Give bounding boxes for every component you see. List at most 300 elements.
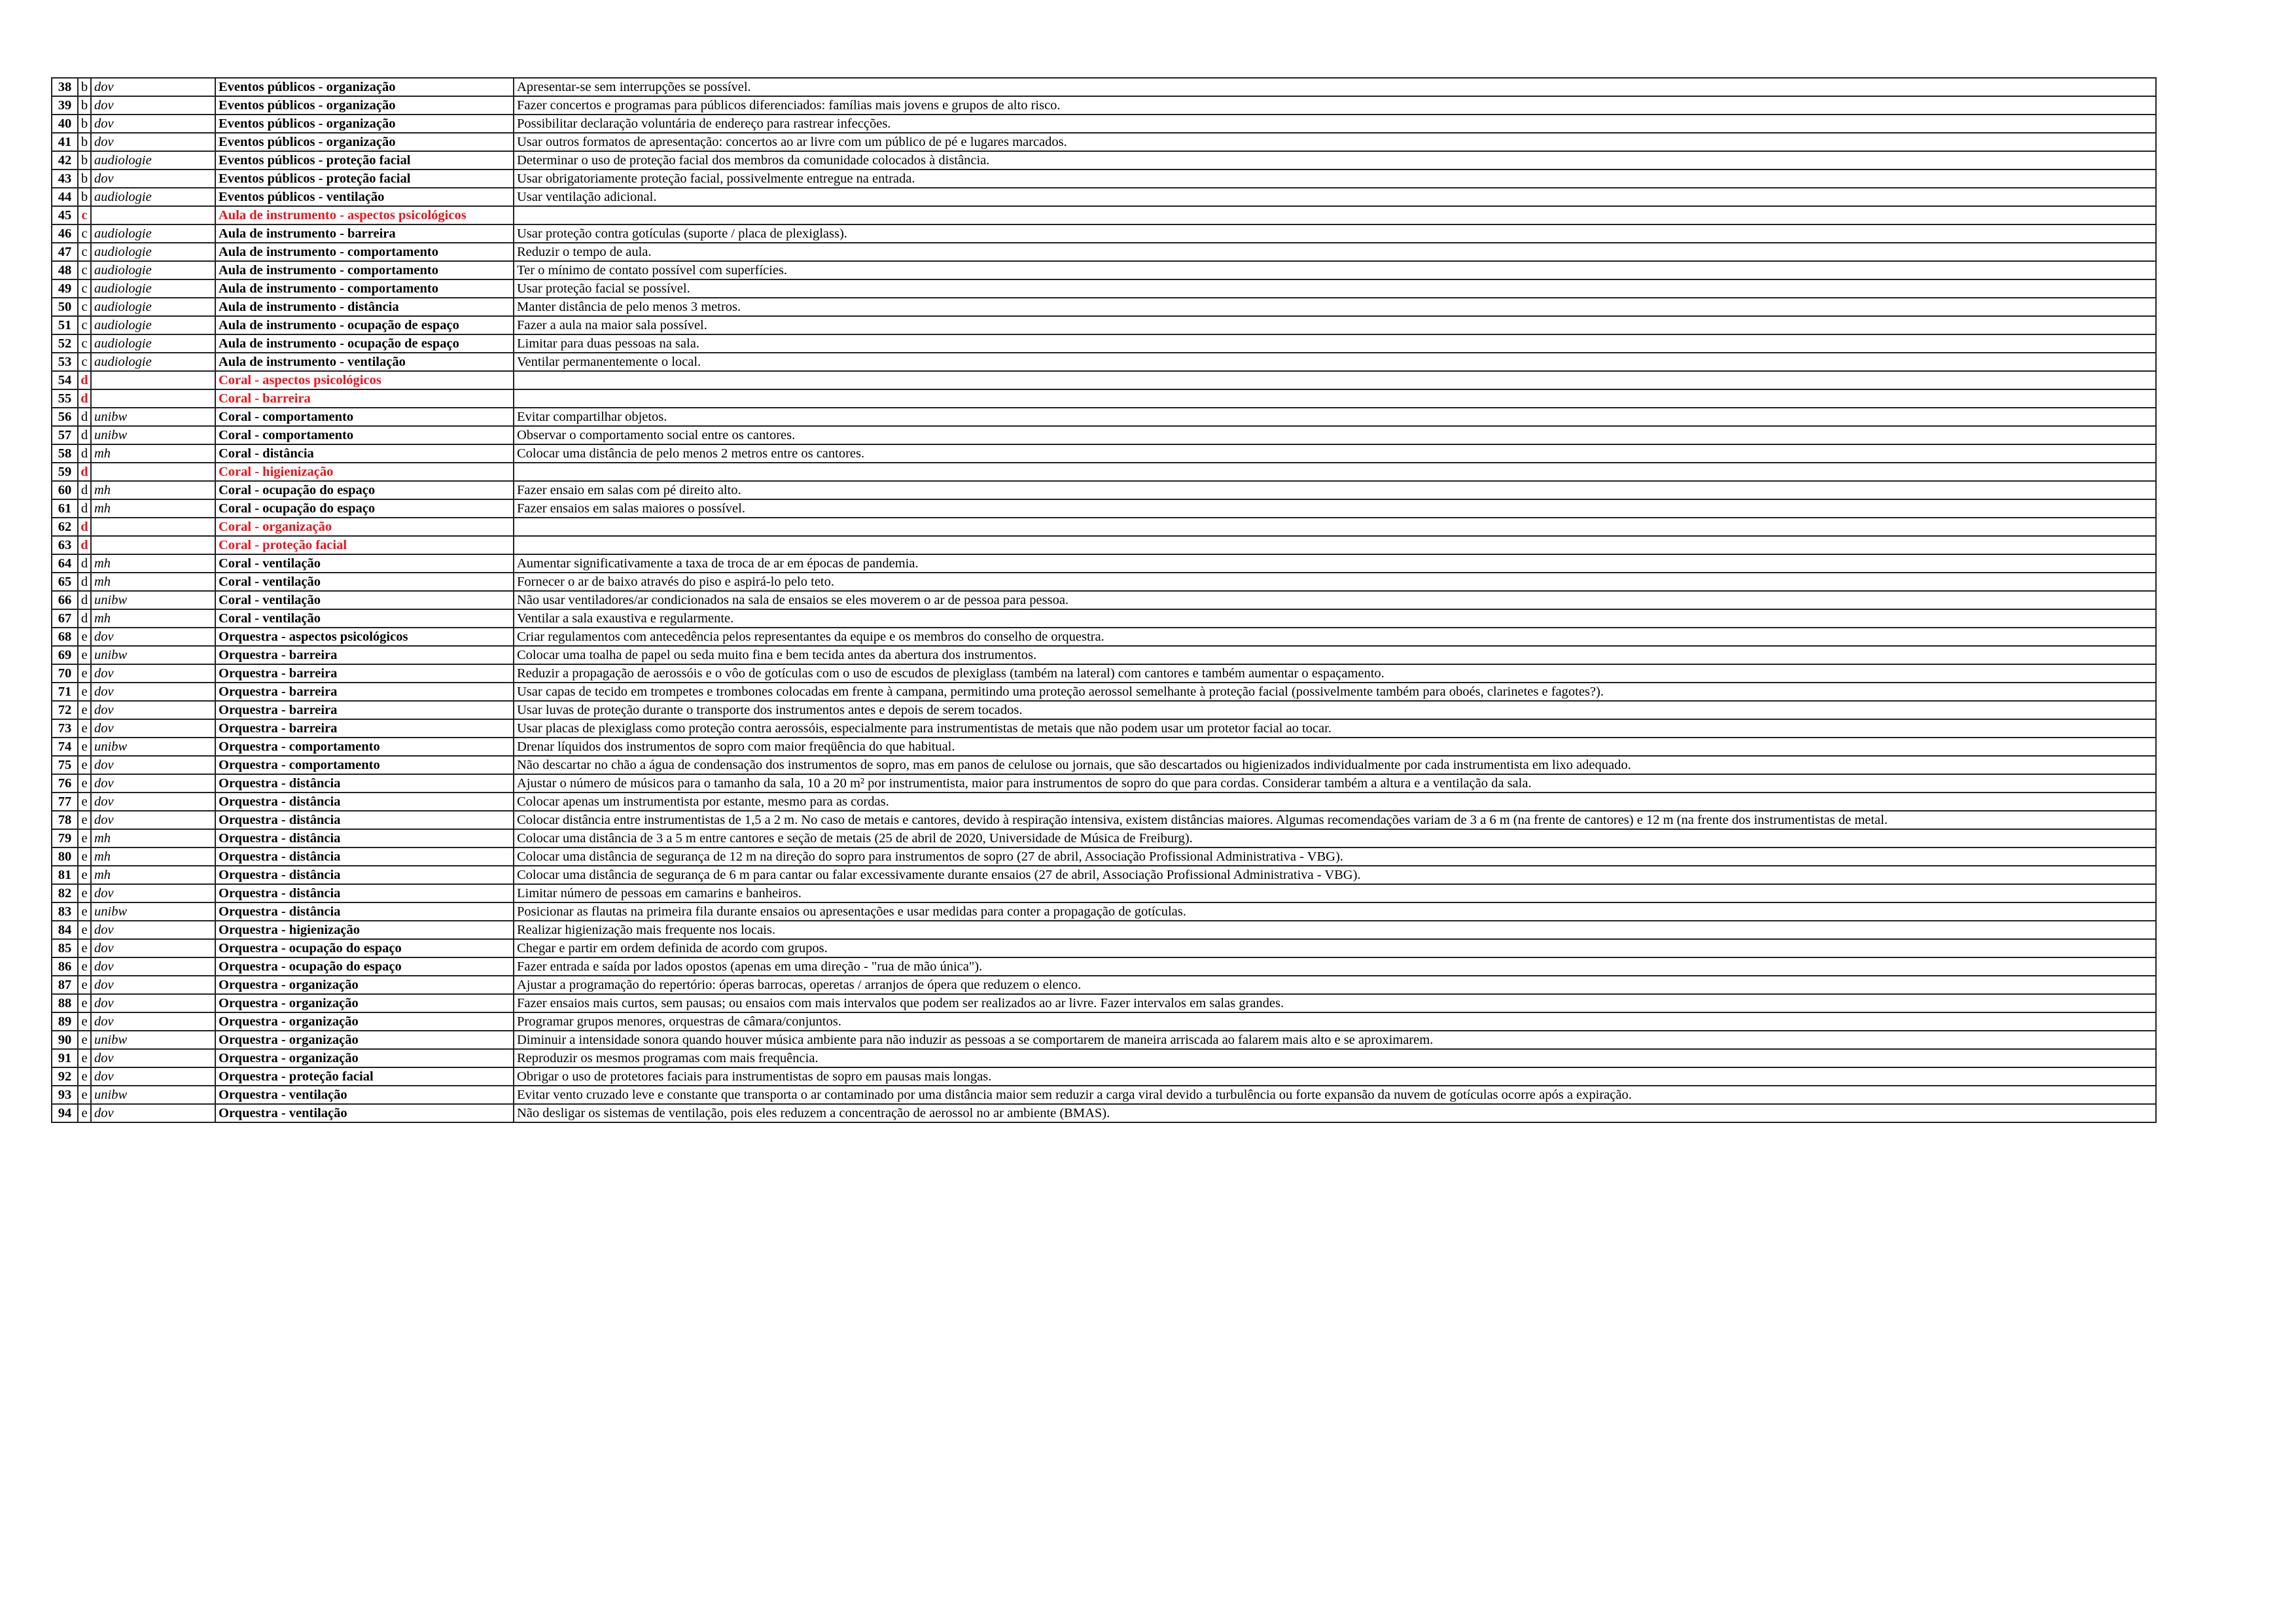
table-row (52, 884, 2156, 902)
group-letter: e (78, 1049, 91, 1067)
row-number: 59 (52, 463, 78, 481)
group-letter: d (78, 426, 91, 444)
row-number: 41 (52, 133, 78, 151)
row-number: 71 (52, 683, 78, 701)
topic-cell: Orquestra - ventilação (215, 1104, 514, 1122)
recommendation-cell: Usar luvas de proteção durante o transporte dos instrumentos antes e depois de serem tocados. (514, 701, 2156, 719)
topic-cell: Coral - ventilação (215, 609, 514, 628)
recommendation-cell: Reduzir o tempo de aula. (514, 243, 2156, 261)
recommendation-cell: Ajustar o número de músicos para o tamanho da sala, 10 a 20 m² por instrumentista, maior para instrumentos de sopro do que para cordas. Considerar também a altura e a ventilação da sala. (514, 774, 2156, 793)
table-row (52, 151, 2156, 169)
source-cell: dov (91, 664, 215, 683)
group-letter: e (78, 793, 91, 811)
recommendation-cell: Usar outros formatos de apresentação: concertos ao ar livre com um público de pé e lugares marcados. (514, 133, 2156, 151)
source-cell: dov (91, 133, 215, 151)
group-letter: d (78, 499, 91, 518)
group-letter: c (78, 243, 91, 261)
recommendation-cell: Observar o comportamento social entre os cantores. (514, 426, 2156, 444)
source-cell: unibw (91, 408, 215, 426)
table-row (52, 811, 2156, 829)
row-number: 64 (52, 554, 78, 573)
group-letter: e (78, 902, 91, 921)
row-number: 49 (52, 279, 78, 298)
row-number: 80 (52, 847, 78, 866)
recommendation-cell: Diminuir a intensidade sonora quando houver música ambiente para não induzir as pessoas a se comportarem de maneira arriscada ao falarem mais alto e se aproximarem. (514, 1031, 2156, 1049)
source-cell (91, 371, 215, 389)
table-row (52, 902, 2156, 921)
topic-cell: Aula de instrumento - aspectos psicológicos (215, 206, 514, 224)
source-cell: audiologie (91, 261, 215, 279)
source-cell: dov (91, 976, 215, 994)
group-letter: e (78, 1012, 91, 1031)
topic-cell: Orquestra - organização (215, 1012, 514, 1031)
row-number: 61 (52, 499, 78, 518)
source-cell: dov (91, 1012, 215, 1031)
recommendation-cell: Fornecer o ar de baixo através do piso e aspirá-lo pelo teto. (514, 573, 2156, 591)
table-row (52, 518, 2156, 536)
topic-cell: Eventos públicos - organização (215, 78, 514, 96)
table-row (52, 719, 2156, 738)
recommendation-cell: Drenar líquidos dos instrumentos de sopro com maior freqüência do que habitual. (514, 738, 2156, 756)
recommendation-cell: Ventilar permanentemente o local. (514, 353, 2156, 371)
row-number: 48 (52, 261, 78, 279)
source-cell: mh (91, 554, 215, 573)
recommendation-cell: Realizar higienização mais frequente nos locais. (514, 921, 2156, 939)
group-letter: c (78, 334, 91, 353)
table-row (52, 243, 2156, 261)
topic-cell: Orquestra - barreira (215, 646, 514, 664)
row-number: 86 (52, 957, 78, 976)
group-letter: d (78, 554, 91, 573)
recommendation-cell: Usar capas de tecido em trompetes e trombones colocadas em frente à campana, permitindo uma proteção aerossol semelhante à proteção facial (possivelmente também para oboés, clarinetes e fagotes?). (514, 683, 2156, 701)
table-row (52, 756, 2156, 774)
table-row (52, 188, 2156, 206)
row-number: 78 (52, 811, 78, 829)
topic-cell: Coral - distância (215, 444, 514, 463)
topic-cell: Coral - barreira (215, 389, 514, 408)
group-letter: d (78, 408, 91, 426)
table-row (52, 1086, 2156, 1104)
row-number: 74 (52, 738, 78, 756)
row-number: 44 (52, 188, 78, 206)
group-letter: d (78, 609, 91, 628)
row-number: 46 (52, 224, 78, 243)
group-letter: c (78, 206, 91, 224)
row-number: 82 (52, 884, 78, 902)
recommendation-cell: Reproduzir os mesmos programas com mais frequência. (514, 1049, 2156, 1067)
recommendation-cell: Fazer ensaios em salas maiores o possível. (514, 499, 2156, 518)
group-letter: d (78, 389, 91, 408)
row-number: 62 (52, 518, 78, 536)
source-cell: dov (91, 921, 215, 939)
topic-cell: Orquestra - barreira (215, 701, 514, 719)
topic-cell: Coral - ventilação (215, 591, 514, 609)
topic-cell: Orquestra - distância (215, 866, 514, 884)
row-number: 79 (52, 829, 78, 847)
group-letter: e (78, 646, 91, 664)
recommendation-cell (514, 518, 2156, 536)
table-row (52, 976, 2156, 994)
source-cell: dov (91, 957, 215, 976)
table-row (52, 371, 2156, 389)
source-cell: dov (91, 628, 215, 646)
table-body (52, 78, 2156, 1122)
source-cell: mh (91, 829, 215, 847)
group-letter: b (78, 169, 91, 188)
table-row (52, 389, 2156, 408)
group-letter: e (78, 976, 91, 994)
table-row (52, 298, 2156, 316)
group-letter: e (78, 939, 91, 957)
topic-cell: Eventos públicos - organização (215, 115, 514, 133)
row-number: 47 (52, 243, 78, 261)
table-row (52, 316, 2156, 334)
source-cell (91, 463, 215, 481)
row-number: 63 (52, 536, 78, 554)
table-row (52, 96, 2156, 115)
table-row (52, 994, 2156, 1012)
source-cell (91, 206, 215, 224)
group-letter: e (78, 1104, 91, 1122)
table-row (52, 1104, 2156, 1122)
recommendation-cell: Fazer a aula na maior sala possível. (514, 316, 2156, 334)
table-row (52, 591, 2156, 609)
topic-cell: Orquestra - higienização (215, 921, 514, 939)
recommendation-cell: Fazer concertos e programas para públicos diferenciados: famílias mais jovens e grupos de alto risco. (514, 96, 2156, 115)
table-row (52, 829, 2156, 847)
table-row (52, 481, 2156, 499)
recommendation-cell: Colocar apenas um instrumentista por estante, mesmo para as cordas. (514, 793, 2156, 811)
recommendation-cell: Usar ventilação adicional. (514, 188, 2156, 206)
group-letter: d (78, 444, 91, 463)
topic-cell: Coral - ventilação (215, 554, 514, 573)
row-number: 83 (52, 902, 78, 921)
source-cell: audiologie (91, 316, 215, 334)
topic-cell: Orquestra - distância (215, 811, 514, 829)
topic-cell: Orquestra - aspectos psicológicos (215, 628, 514, 646)
recommendation-cell: Colocar distância entre instrumentistas de 1,5 a 2 m. No caso de metais e cantores, devido à respiração intensiva, existem distâncias maiores. Algumas recomendações variam de 3 a 6 m (na frente de cantores) e 12 m (na frente dos instrumentistas de metal. (514, 811, 2156, 829)
topic-cell: Orquestra - comportamento (215, 756, 514, 774)
topic-cell: Orquestra - barreira (215, 683, 514, 701)
row-number: 77 (52, 793, 78, 811)
table-row (52, 847, 2156, 866)
row-number: 67 (52, 609, 78, 628)
source-cell: unibw (91, 902, 215, 921)
group-letter: e (78, 921, 91, 939)
source-cell: audiologie (91, 353, 215, 371)
table-row (52, 573, 2156, 591)
recommendation-cell (514, 206, 2156, 224)
table-row (52, 701, 2156, 719)
recommendation-cell: Ajustar a programação do repertório: óperas barrocas, operetas / arranjos de ópera que reduzem o elenco. (514, 976, 2156, 994)
group-letter: e (78, 664, 91, 683)
recommendation-cell: Fazer entrada e saída por lados opostos (apenas em uma direção - "rua de mão única"). (514, 957, 2156, 976)
source-cell: unibw (91, 738, 215, 756)
topic-cell: Coral - comportamento (215, 408, 514, 426)
row-number: 75 (52, 756, 78, 774)
topic-cell: Coral - ocupação do espaço (215, 499, 514, 518)
recommendation-cell: Aumentar significativamente a taxa de troca de ar em épocas de pandemia. (514, 554, 2156, 573)
topic-cell: Aula de instrumento - ocupação de espaço (215, 316, 514, 334)
source-cell: audiologie (91, 334, 215, 353)
topic-cell: Eventos públicos - ventilação (215, 188, 514, 206)
recommendation-cell: Limitar número de pessoas em camarins e banheiros. (514, 884, 2156, 902)
source-cell: dov (91, 683, 215, 701)
row-number: 60 (52, 481, 78, 499)
source-cell: mh (91, 444, 215, 463)
recommendation-cell: Não desligar os sistemas de ventilação, pois eles reduzem a concentração de aerossol no ar ambiente (BMAS). (514, 1104, 2156, 1122)
row-number: 73 (52, 719, 78, 738)
group-letter: d (78, 518, 91, 536)
table-row (52, 1031, 2156, 1049)
source-cell: mh (91, 847, 215, 866)
group-letter: e (78, 628, 91, 646)
group-letter: e (78, 957, 91, 976)
row-number: 43 (52, 169, 78, 188)
topic-cell: Orquestra - distância (215, 902, 514, 921)
source-cell: dov (91, 793, 215, 811)
topic-cell: Aula de instrumento - comportamento (215, 243, 514, 261)
group-letter: e (78, 719, 91, 738)
source-cell: unibw (91, 1031, 215, 1049)
source-cell (91, 389, 215, 408)
source-cell: dov (91, 1104, 215, 1122)
source-cell: dov (91, 115, 215, 133)
group-letter: e (78, 866, 91, 884)
source-cell: dov (91, 774, 215, 793)
group-letter: b (78, 151, 91, 169)
row-number: 87 (52, 976, 78, 994)
row-number: 76 (52, 774, 78, 793)
group-letter: b (78, 78, 91, 96)
source-cell (91, 518, 215, 536)
row-number: 92 (52, 1067, 78, 1086)
recommendation-cell: Possibilitar declaração voluntária de endereço para rastrear infecções. (514, 115, 2156, 133)
source-cell: audiologie (91, 243, 215, 261)
table-row (52, 463, 2156, 481)
row-number: 38 (52, 78, 78, 96)
topic-cell: Aula de instrumento - comportamento (215, 279, 514, 298)
recommendation-cell: Colocar uma distância de pelo menos 2 metros entre os cantores. (514, 444, 2156, 463)
recommendation-cell: Evitar vento cruzado leve e constante que transporta o ar contaminado por uma distância maior sem reduzir a carga viral devido a turbulência ou forte expansão da nuvem de gotículas ocorre após a expiração. (514, 1086, 2156, 1104)
source-cell: dov (91, 1067, 215, 1086)
source-cell: mh (91, 609, 215, 628)
group-letter: e (78, 701, 91, 719)
recommendation-cell: Fazer ensaio em salas com pé direito alto. (514, 481, 2156, 499)
recommendation-cell (514, 371, 2156, 389)
row-number: 40 (52, 115, 78, 133)
source-cell: dov (91, 78, 215, 96)
group-letter: c (78, 279, 91, 298)
table-row (52, 683, 2156, 701)
topic-cell: Coral - comportamento (215, 426, 514, 444)
recommendation-cell: Não usar ventiladores/ar condicionados na sala de ensaios se eles moverem o ar de pessoa para pessoa. (514, 591, 2156, 609)
source-cell: dov (91, 169, 215, 188)
recommendation-cell: Ventilar a sala exaustiva e regularmente. (514, 609, 2156, 628)
row-number: 51 (52, 316, 78, 334)
topic-cell: Aula de instrumento - ventilação (215, 353, 514, 371)
row-number: 85 (52, 939, 78, 957)
source-cell: audiologie (91, 151, 215, 169)
row-number: 89 (52, 1012, 78, 1031)
measures-table (51, 77, 2157, 1123)
source-cell: dov (91, 811, 215, 829)
topic-cell: Orquestra - organização (215, 1031, 514, 1049)
recommendation-cell: Fazer ensaios mais curtos, sem pausas; ou ensaios com mais intervalos que podem ser realizados ao ar livre. Fazer intervalos em salas grandes. (514, 994, 2156, 1012)
topic-cell: Eventos públicos - proteção facial (215, 169, 514, 188)
recommendation-cell: Colocar uma distância de segurança de 6 m para cantar ou falar excessivamente durante ensaios (27 de abril, Associação Profissional Administrativa - VBG). (514, 866, 2156, 884)
topic-cell: Coral - higienização (215, 463, 514, 481)
source-cell: dov (91, 701, 215, 719)
row-number: 81 (52, 866, 78, 884)
source-cell: dov (91, 994, 215, 1012)
topic-cell: Coral - aspectos psicológicos (215, 371, 514, 389)
source-cell: mh (91, 499, 215, 518)
group-letter: b (78, 96, 91, 115)
source-cell: dov (91, 1049, 215, 1067)
group-letter: e (78, 738, 91, 756)
row-number: 50 (52, 298, 78, 316)
source-cell: mh (91, 573, 215, 591)
topic-cell: Orquestra - ocupação do espaço (215, 957, 514, 976)
topic-cell: Aula de instrumento - barreira (215, 224, 514, 243)
topic-cell: Orquestra - ventilação (215, 1086, 514, 1104)
recommendation-cell: Determinar o uso de proteção facial dos membros da comunidade colocados à distância. (514, 151, 2156, 169)
table-row (52, 78, 2156, 96)
row-number: 69 (52, 646, 78, 664)
row-number: 84 (52, 921, 78, 939)
row-number: 93 (52, 1086, 78, 1104)
table-row (52, 261, 2156, 279)
recommendation-cell: Criar regulamentos com antecedência pelos representantes da equipe e os membros do conselho de orquestra. (514, 628, 2156, 646)
table-row (52, 353, 2156, 371)
topic-cell: Aula de instrumento - comportamento (215, 261, 514, 279)
table-row (52, 224, 2156, 243)
row-number: 72 (52, 701, 78, 719)
group-letter: b (78, 188, 91, 206)
row-number: 90 (52, 1031, 78, 1049)
group-letter: e (78, 1067, 91, 1086)
source-cell: mh (91, 866, 215, 884)
table-row (52, 1067, 2156, 1086)
row-number: 70 (52, 664, 78, 683)
table-row (52, 444, 2156, 463)
row-number: 56 (52, 408, 78, 426)
table-row (52, 206, 2156, 224)
recommendation-cell: Evitar compartilhar objetos. (514, 408, 2156, 426)
recommendation-cell: Colocar uma toalha de papel ou seda muito fina e bem tecida antes da abertura dos instrumentos. (514, 646, 2156, 664)
group-letter: e (78, 994, 91, 1012)
group-letter: e (78, 811, 91, 829)
table-row (52, 536, 2156, 554)
row-number: 65 (52, 573, 78, 591)
source-cell: audiologie (91, 188, 215, 206)
topic-cell: Orquestra - organização (215, 976, 514, 994)
recommendation-cell: Apresentar-se sem interrupções se possível. (514, 78, 2156, 96)
group-letter: e (78, 829, 91, 847)
table-row (52, 115, 2156, 133)
source-cell: dov (91, 939, 215, 957)
recommendation-cell: Colocar uma distância de segurança de 12 m na direção do sopro para instrumentos de sopro (27 de abril, Associação Profissional Administrativa - VBG). (514, 847, 2156, 866)
group-letter: d (78, 591, 91, 609)
group-letter: d (78, 463, 91, 481)
topic-cell: Eventos públicos - organização (215, 96, 514, 115)
recommendation-cell (514, 389, 2156, 408)
group-letter: e (78, 774, 91, 793)
recommendation-cell: Obrigar o uso de protetores faciais para instrumentistas de sopro em pausas mais longas. (514, 1067, 2156, 1086)
table-row (52, 738, 2156, 756)
source-cell: mh (91, 481, 215, 499)
group-letter: d (78, 371, 91, 389)
source-cell: dov (91, 719, 215, 738)
group-letter: b (78, 115, 91, 133)
table-row (52, 133, 2156, 151)
recommendation-cell: Reduzir a propagação de aerossóis e o vôo de gotículas com o uso de escudos de plexiglass (também na lateral) com cantores e também aumentar o espaçamento. (514, 664, 2156, 683)
group-letter: c (78, 298, 91, 316)
topic-cell: Orquestra - barreira (215, 664, 514, 683)
row-number: 39 (52, 96, 78, 115)
row-number: 88 (52, 994, 78, 1012)
row-number: 45 (52, 206, 78, 224)
table-row (52, 646, 2156, 664)
table-row (52, 628, 2156, 646)
recommendation-cell: Usar placas de plexiglass como proteção contra aerossóis, especialmente para instrumentistas de metais que não podem usar um protetor facial ao tocar. (514, 719, 2156, 738)
group-letter: c (78, 316, 91, 334)
recommendation-cell: Colocar uma distância de 3 a 5 m entre cantores e seção de metais (25 de abril de 2020, Universidade de Música de Freiburg). (514, 829, 2156, 847)
row-number: 42 (52, 151, 78, 169)
group-letter: d (78, 481, 91, 499)
table-row (52, 1049, 2156, 1067)
table-row (52, 1012, 2156, 1031)
group-letter: d (78, 573, 91, 591)
recommendation-cell: Usar obrigatoriamente proteção facial, possivelmente entregue na entrada. (514, 169, 2156, 188)
table-row (52, 169, 2156, 188)
topic-cell: Orquestra - distância (215, 774, 514, 793)
group-letter: e (78, 847, 91, 866)
source-cell: dov (91, 96, 215, 115)
group-letter: c (78, 224, 91, 243)
group-letter: e (78, 1031, 91, 1049)
recommendation-cell: Usar proteção facial se possível. (514, 279, 2156, 298)
table-row (52, 664, 2156, 683)
source-cell: unibw (91, 426, 215, 444)
row-number: 68 (52, 628, 78, 646)
table-row (52, 609, 2156, 628)
topic-cell: Orquestra - organização (215, 994, 514, 1012)
table-row (52, 334, 2156, 353)
table-row (52, 426, 2156, 444)
recommendation-cell (514, 463, 2156, 481)
row-number: 58 (52, 444, 78, 463)
topic-cell: Eventos públicos - organização (215, 133, 514, 151)
source-cell: audiologie (91, 298, 215, 316)
topic-cell: Eventos públicos - proteção facial (215, 151, 514, 169)
recommendation-cell: Usar proteção contra gotículas (suporte / placa de plexiglass). (514, 224, 2156, 243)
table-row (52, 957, 2156, 976)
recommendation-cell: Não descartar no chão a água de condensação dos instrumentos de sopro, mas em panos de celulose ou jornais, que são descartados ou higienizados individualmente por cada instrumentista em lixo adequado. (514, 756, 2156, 774)
topic-cell: Orquestra - organização (215, 1049, 514, 1067)
source-cell: dov (91, 884, 215, 902)
topic-cell: Coral - ocupação do espaço (215, 481, 514, 499)
row-number: 66 (52, 591, 78, 609)
row-number: 52 (52, 334, 78, 353)
row-number: 54 (52, 371, 78, 389)
topic-cell: Orquestra - distância (215, 847, 514, 866)
group-letter: c (78, 261, 91, 279)
group-letter: e (78, 884, 91, 902)
table-row (52, 793, 2156, 811)
topic-cell: Orquestra - distância (215, 829, 514, 847)
